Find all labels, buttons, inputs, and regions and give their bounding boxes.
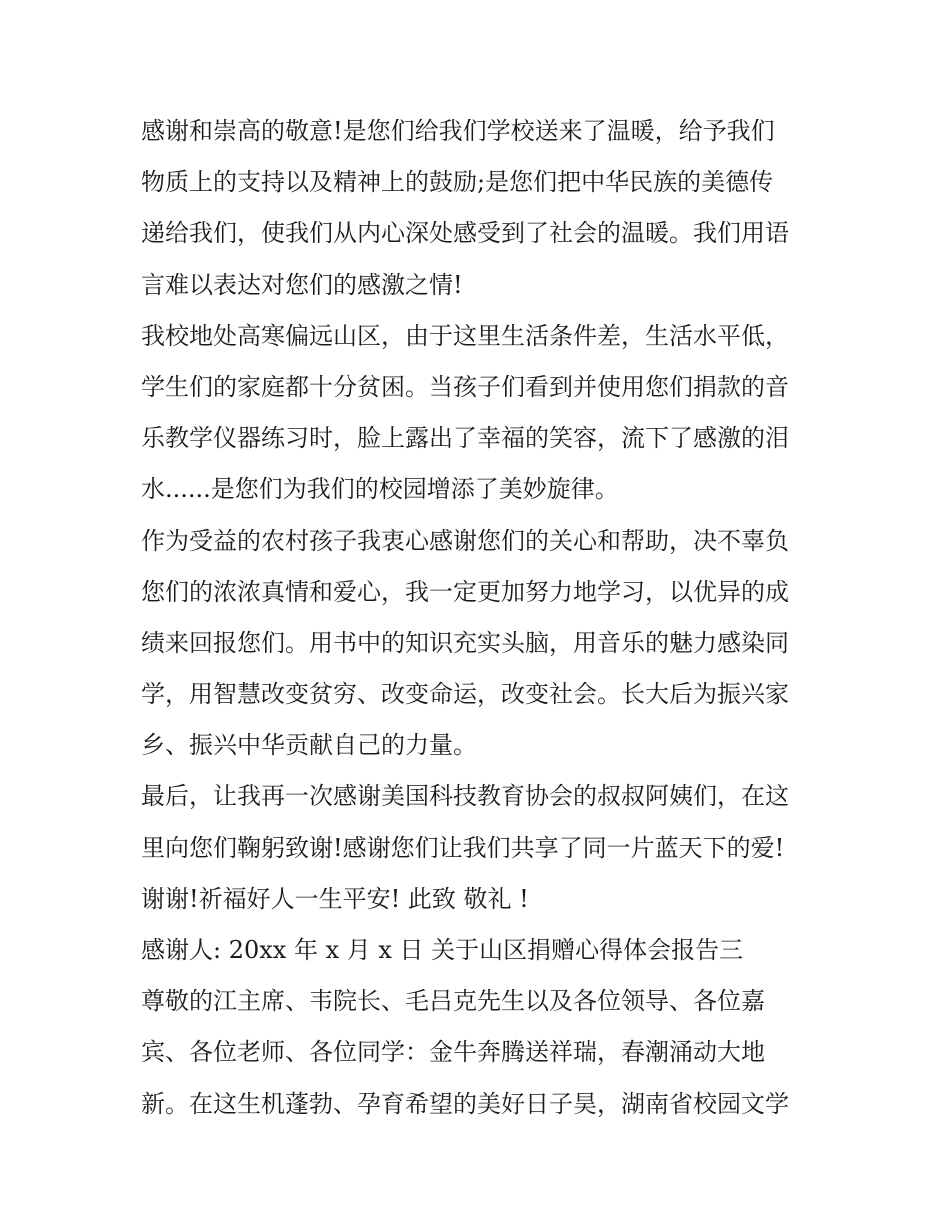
text-line: 里向您们鞠躬致谢!感谢您们让我们共享了同一片蓝天下的爱! [141,833,785,862]
text-line: 物质上的支持以及精神上的鼓励;是您们把中华民族的美德传 [141,168,774,197]
text-line: 尊敬的江主席、韦院长、毛吕克先生以及各位领导、各位嘉 [141,987,765,1016]
text-line: 绩来回报您们。用书中的知识充实头脑，用音乐的魅力感染同 [141,628,789,657]
text-line: 学，用智慧改变贫穷、改变命运，改变社会。长大后为振兴家 [141,680,789,709]
text-line: 感谢和崇高的敬意!是您们给我们学校送来了温暖，给予我们 [141,117,775,145]
text-line: 最后，让我再一次感谢美国科技教育协会的叔叔阿姨们，在这 [141,782,789,811]
text-line: 作为受益的农村孩子我衷心感谢您们的关心和帮助，决不辜负 [141,526,789,555]
text-line: 学生们的家庭都十分贫困。当孩子们看到并使用您们捐款的音 [141,372,789,401]
text-line: 谢谢!祈福好人一生平安! 此致 敬礼 ! [141,884,529,913]
text-line: 乡、振兴中华贡献自己的力量。 [141,731,477,760]
text-line: 言难以表达对您们的感激之情! [141,270,463,299]
text-line: 递给我们，使我们从内心深处感受到了社会的温暖。我们用语 [141,219,789,248]
text-line: 宾、各位老师、各位同学：金牛奔腾送祥瑞，春潮涌动大地 [141,1038,765,1067]
text-line: 乐教学仪器练习时，脸上露出了幸福的笑容，流下了感激的泪 [141,424,789,453]
text-line: 您们的浓浓真情和爱心，我一定更加努力地学习，以优异的成 [141,577,789,606]
text-line: 我校地处高寒偏远山区，由于这里生活条件差，生活水平低， [141,321,789,350]
text-line: 新。在这生机蓬勃、孕育希望的美好日子昊，湖南省校园文学 [141,1089,789,1118]
text-line: 水......是您们为我们的校园增添了美妙旋律。 [141,475,619,504]
document-body [141,106,821,1130]
text-line: 感谢人: 20xx 年 x 月 x 日 关于山区捐赠心得体会报告三 [141,936,744,964]
